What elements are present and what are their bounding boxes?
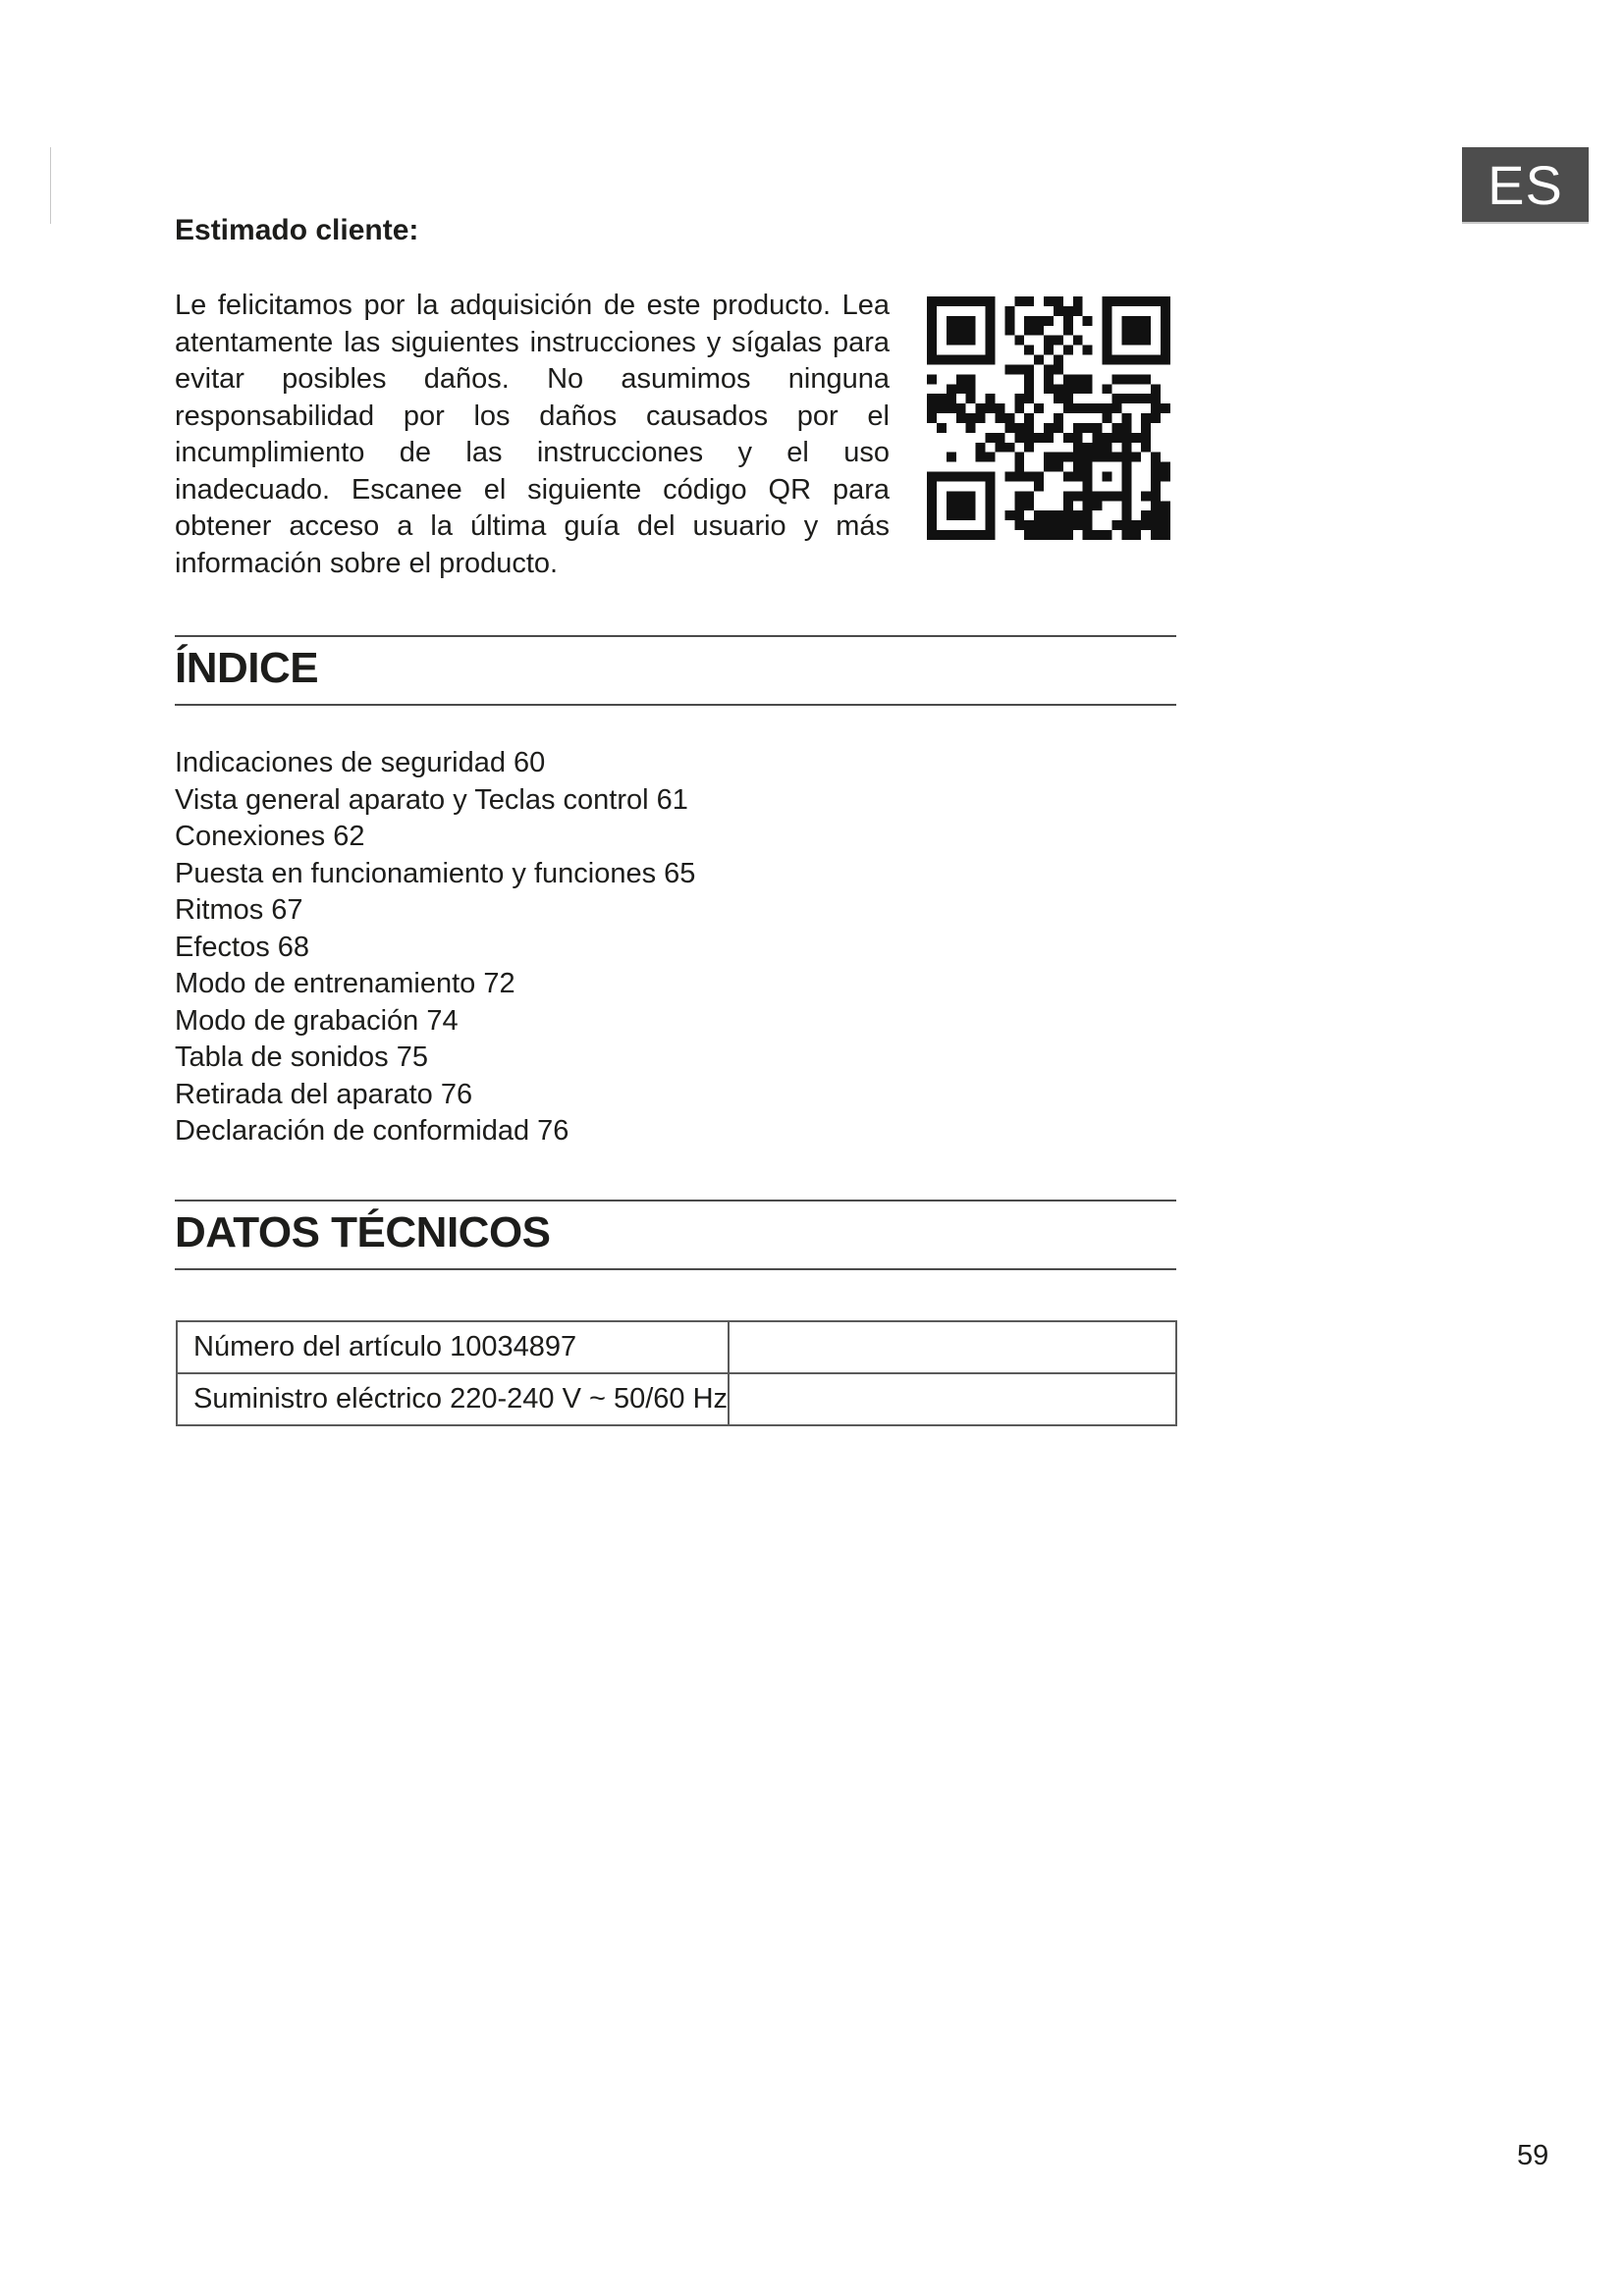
table-row: [177, 1321, 1176, 1373]
intro-paragraph: Le felicitamos por la adquisición de este producto. Lea atentamente las siguientes instrucciones y sígalas para evitar posibles daños. No asumimos ninguna responsabilidad por los daños causados por el incumplimiento de las instrucciones y el uso inadecuado. Escanee el siguiente código QR para obtener acceso a la última guía del usuario y más información sobre el producto.: [175, 290, 890, 579]
table-cell: [177, 1373, 729, 1425]
toc-item: Indicaciones de seguridad 60: [175, 747, 546, 778]
table-of-contents: [175, 745, 695, 1150]
table-cell: [729, 1321, 1176, 1373]
language-tab: ES: [1462, 147, 1589, 224]
toc-item: Conexiones 62: [175, 821, 365, 852]
table-row: [177, 1373, 1176, 1425]
index-bottom-rule: [175, 704, 1176, 706]
table-cell: [177, 1321, 729, 1373]
toc-item: Modo de grabación 74: [175, 1004, 459, 1037]
toc-item: Vista general aparato y Teclas control 61: [175, 783, 688, 816]
index-top-rule: [175, 635, 1176, 637]
margin-rule: [50, 147, 51, 224]
tech-bottom-rule: [175, 1268, 1176, 1270]
power-supply: Suministro eléctrico 220-240 V ~ 50/60 Hz: [193, 1383, 729, 1415]
page-number: 59: [1517, 2140, 1549, 2171]
article-number: Número del artículo 10034897: [193, 1331, 577, 1362]
toc-item: Efectos 68: [175, 931, 310, 963]
tech-top-rule: [175, 1200, 1176, 1201]
index-title: ÍNDICE: [175, 644, 319, 692]
toc-item: Ritmos 67: [175, 894, 303, 926]
greeting: Estimado cliente:: [175, 214, 419, 246]
toc-item: Modo de entrenamiento 72: [175, 968, 515, 999]
toc-item: Retirada del aparato 76: [175, 1078, 473, 1110]
toc-item: Puesta en funcionamiento y funciones 65: [175, 857, 696, 889]
tech-data-table: [176, 1320, 1177, 1426]
toc-item: Declaración de conformidad 76: [175, 1115, 569, 1147]
table-cell: [729, 1373, 1176, 1425]
toc-item: Tabla de sonidos 75: [175, 1041, 428, 1073]
tech-data-title: DATOS TÉCNICOS: [175, 1208, 551, 1256]
qr-code-icon[interactable]: [927, 296, 1170, 540]
